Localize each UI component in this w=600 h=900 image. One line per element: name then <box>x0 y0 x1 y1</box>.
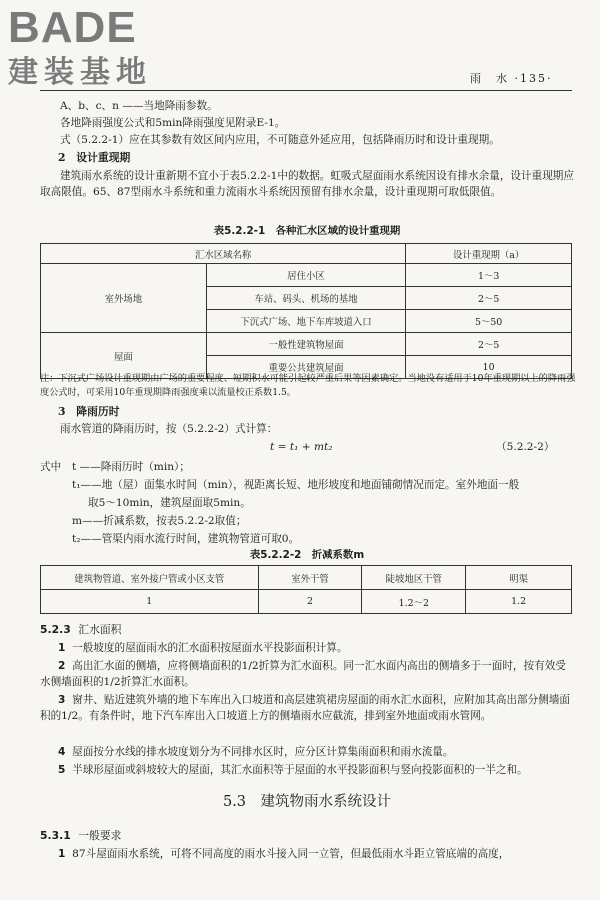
table-cell: 居住小区 <box>206 264 406 287</box>
header-divider <box>40 90 572 91</box>
intensity-line: 各地降雨强度公式和5min降雨强度见附录E-1。 <box>60 117 286 129</box>
table-cell: 下沉式广场、地下车库坡道入口 <box>206 310 406 333</box>
table-cell: 陡坡地区干管 <box>362 566 466 590</box>
table-cell: 10 <box>406 356 572 379</box>
list-item <box>58 846 578 862</box>
table1-note: 注：下沉式广场设计重现期由广场的重要程度、短期积水可能引起较严重后果等因素确定。当地没有适用于10年重现期以上的降雨强度公式时，可采用10年重现期降雨强度乘以流量校正系数1.5。 <box>40 373 576 398</box>
return-period-table <box>40 243 572 379</box>
heading-5-2-3 <box>40 622 121 638</box>
table-cell: 2 <box>258 590 362 614</box>
table-cell: 一般性建筑物屋面 <box>206 333 406 356</box>
validity-line: 式（5.2.2-1）应在其参数有效区间内应用，不可随意外延应用，包括降雨历时和设计重现期。 <box>60 134 500 146</box>
heading-return-period: 2 设计重现期 <box>58 151 131 164</box>
section-number: 5.2.3 <box>40 623 71 636</box>
item-number: 5 <box>58 764 66 776</box>
item-number: 4 <box>58 746 66 758</box>
section-number: 5.3.1 <box>40 829 71 842</box>
heading-rainfall-duration: 3 降雨历时 <box>58 405 120 418</box>
page-number: ·135· <box>514 72 553 85</box>
item-number: 2 <box>58 660 66 672</box>
table-cell: 车站、码头、机场的基地 <box>206 287 406 310</box>
group-roof: 屋面 <box>41 333 207 379</box>
item-number: 1 <box>58 642 66 654</box>
chapter-title: 雨 水 <box>470 72 509 85</box>
definition-m: m——折减系数，按表5.2.2-2取值； <box>72 515 247 527</box>
list-item <box>58 640 574 656</box>
logo-subtitle: 建装基地 <box>8 55 152 90</box>
item-text: 高出汇水面的侧墙，应将侧墙面积的1/2折算为汇水面积。同一汇水面内高出的侧墙多于一面时，按有效受水侧墙面积的1/2折算汇水面积。 <box>40 660 566 688</box>
definition-t2: t₂——管渠内雨水流行时间，建筑物管道可取0。 <box>72 533 300 545</box>
table-cell: 建筑物管道、室外接户管或小区支管 <box>41 566 259 590</box>
table-cell: 1 <box>41 590 259 614</box>
item-text: 87斗屋面雨水系统，可将不同高度的雨水斗接入同一立管，但最低雨水斗距立管底端的高度， <box>72 848 510 860</box>
table1-header-period: 设计重现期（a） <box>406 244 572 264</box>
list-item <box>40 658 574 690</box>
list-item <box>40 744 574 760</box>
where-label: 式中 <box>40 461 62 473</box>
definition-t1: t₁——地（屋）面集水时间（min），视距离长短、地形坡度和地面铺砌情况而定。室外地面一般 <box>72 479 520 491</box>
table-cell: 明渠 <box>466 566 572 590</box>
heading-5-3-1 <box>40 828 121 844</box>
item-text: 一般坡度的屋面雨水的汇水面积按屋面水平投影面积计算。 <box>72 642 348 654</box>
section-title: 一般要求 <box>78 829 122 842</box>
return-period-paragraph: 建筑雨水系统的设计重新期不宜小于表5.2.2-1中的数据。虹吸式屋面雨水系统因设有排水余量，设计重现期应取高限值。65、87型雨水斗系统和重力流雨水斗系统因预留有排水余量，设计重现期可取低限值。 <box>40 170 574 198</box>
duration-intro: 雨水管道的降雨历时，按（5.2.2-2）式计算： <box>60 423 278 435</box>
table-cell: 室外干管 <box>258 566 362 590</box>
table-cell: 1～3 <box>406 264 572 287</box>
table-cell: 重要公共建筑屋面 <box>206 356 406 379</box>
bade-logo: BADE <box>8 3 137 52</box>
table-cell: 1.2 <box>466 590 572 614</box>
item-text: 屋面按分水线的排水坡度划分为不同排水区时，应分区计算集雨面积和雨水流量。 <box>72 746 454 758</box>
list-item <box>40 762 574 778</box>
table1-header-area: 汇水区域名称 <box>41 244 406 264</box>
table1-caption: 表5.2.2-1 各种汇水区域的设计重现期 <box>213 225 401 237</box>
definition-t: t ——降雨历时（min）； <box>72 461 190 473</box>
list-item <box>40 692 574 724</box>
definition-t1-cont: 取5～10min，建筑屋面取5min。 <box>88 497 251 509</box>
reduction-factor-table <box>40 565 572 614</box>
group-outdoor: 室外场地 <box>41 264 207 333</box>
item-number: 3 <box>58 694 66 706</box>
section-title: 汇水面积 <box>78 623 122 636</box>
table-cell: 5～50 <box>406 310 572 333</box>
item-text: 窗井、贴近建筑外墙的地下车库出入口坡道和高层建筑裙房屋面的雨水汇水面积，应附加其高出部分侧墙面积的1/2。有条件时，地下汽车库出入口坡道上方的侧墙雨水应截流，排到室外地面或雨水管网。 <box>40 694 571 722</box>
running-header <box>470 70 553 86</box>
table-cell: 1.2～2 <box>362 590 466 614</box>
duration-formula: t = t₁ + mt₂ <box>270 441 333 453</box>
table-cell: 2～5 <box>406 287 572 310</box>
table-cell: 2～5 <box>406 333 572 356</box>
equation-number: （5.2.2-2） <box>496 441 555 453</box>
param-line: A、b、c、n ——当地降雨参数。 <box>60 100 218 112</box>
table2-caption: 表5.2.2-2 折减系数m <box>249 549 365 561</box>
item-text: 半球形屋面或斜坡较大的屋面，其汇水面积等于屋面的水平投影面积与竖向投影面积的一半之和。 <box>72 764 528 776</box>
section-5-3-title: 5.3 建筑物雨水系统设计 <box>222 794 392 810</box>
item-number: 1 <box>58 848 66 860</box>
